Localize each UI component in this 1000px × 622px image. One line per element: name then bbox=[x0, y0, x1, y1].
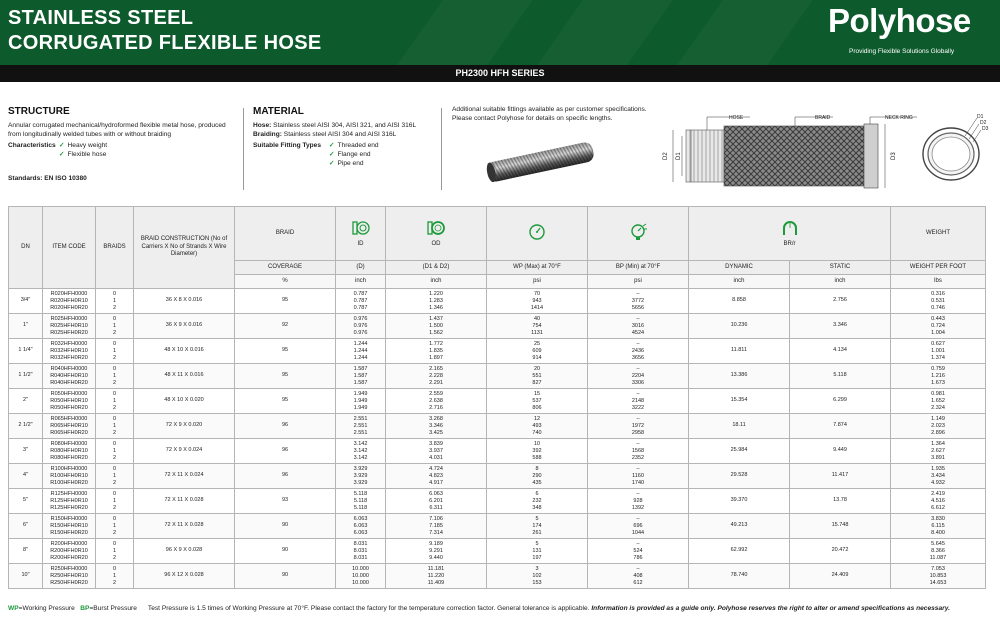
cell-weight: 1.364 2.627 3.891 bbox=[891, 439, 986, 464]
cell-coverage: 95 bbox=[235, 389, 336, 414]
material-section bbox=[253, 106, 438, 171]
cell-id: 8.031 8.031 8.031 bbox=[336, 539, 386, 564]
unit: inch bbox=[386, 275, 487, 289]
label-d2: D2 bbox=[663, 152, 669, 160]
cell-dynamic: 62.992 bbox=[689, 539, 790, 564]
col-coverage: COVERAGE bbox=[235, 261, 336, 275]
cell-od: 6.063 6.201 6.311 bbox=[386, 489, 487, 514]
cell-od: 2.165 2.228 2.291 bbox=[386, 364, 487, 389]
burst-gauge-icon bbox=[629, 223, 647, 241]
cell-coverage: 95 bbox=[235, 289, 336, 314]
cell-bp: – 2204 3306 bbox=[588, 364, 689, 389]
cell-construction: 96 X 9 X 0.028 bbox=[134, 539, 235, 564]
brand-tagline: Providing Flexible Solutions Globally bbox=[849, 48, 955, 55]
col-braid-construction: BRAID CONSTRUCTION (No of Carriers X No of Strands X Wire Diameter) bbox=[134, 207, 235, 289]
wp-def: =Working Pressure bbox=[18, 605, 75, 612]
cell-id: 2.551 2.551 2.551 bbox=[336, 414, 386, 439]
cell-od: 7.106 7.185 7.314 bbox=[386, 514, 487, 539]
cell-od: 4.724 4.823 4.917 bbox=[386, 464, 487, 489]
table-row bbox=[9, 289, 986, 314]
cell-wp: 15 537 806 bbox=[487, 389, 588, 414]
col-weight-per-foot: WEIGHT PER FOOT bbox=[891, 261, 986, 275]
table-row bbox=[9, 564, 986, 589]
cell-dn: 5" bbox=[9, 489, 43, 514]
standards: Standards: EN ISO 10380 bbox=[8, 175, 87, 182]
cell-braids: 0 1 2 bbox=[96, 289, 134, 314]
cell-construction: 36 X 9 X 0.016 bbox=[134, 314, 235, 339]
cell-bp: – 3016 4524 bbox=[588, 314, 689, 339]
cell-coverage: 90 bbox=[235, 514, 336, 539]
cell-construction: 72 X 11 X 0.028 bbox=[134, 489, 235, 514]
table-row bbox=[9, 364, 986, 389]
cell-item-code: R100HFH0000 R100HFH0R10 R100HFH0R20 bbox=[43, 464, 96, 489]
cell-id: 0.976 0.976 0.976 bbox=[336, 314, 386, 339]
label-b2: D2 bbox=[980, 120, 987, 126]
fitting-item: ✓ Flange end bbox=[329, 151, 371, 158]
table-row bbox=[9, 439, 986, 464]
cell-coverage: 92 bbox=[235, 314, 336, 339]
hose-dimension-diagram bbox=[655, 108, 993, 192]
col-id: ID bbox=[336, 207, 386, 261]
cell-od: 9.189 9.291 9.440 bbox=[386, 539, 487, 564]
cell-static: 5.118 bbox=[790, 364, 891, 389]
cell-dn: 10" bbox=[9, 564, 43, 589]
cell-static: 3.346 bbox=[790, 314, 891, 339]
col-bend-radius: BR/r bbox=[689, 207, 891, 261]
cell-od: 1.772 1.835 1.897 bbox=[386, 339, 487, 364]
cell-id: 1.244 1.244 1.244 bbox=[336, 339, 386, 364]
col-weight: WEIGHT bbox=[891, 207, 986, 261]
cell-wp: 3 102 153 bbox=[487, 564, 588, 589]
banner-stripe bbox=[397, 0, 533, 65]
cell-construction: 48 X 11 X 0.016 bbox=[134, 364, 235, 389]
table-row bbox=[9, 314, 986, 339]
cell-dn: 2 1/2" bbox=[9, 414, 43, 439]
cell-weight: 5.645 8.366 11.087 bbox=[891, 539, 986, 564]
cell-braids: 0 1 2 bbox=[96, 514, 134, 539]
cell-static: 20.472 bbox=[790, 539, 891, 564]
cell-wp: 20 551 827 bbox=[487, 364, 588, 389]
cell-id: 3.142 3.142 3.142 bbox=[336, 439, 386, 464]
cell-construction: 48 X 10 X 0.020 bbox=[134, 389, 235, 414]
cell-dynamic: 15.354 bbox=[689, 389, 790, 414]
unit: inch bbox=[790, 275, 891, 289]
cell-construction: 96 X 12 X 0.028 bbox=[134, 564, 235, 589]
pressure-gauge-icon bbox=[528, 223, 546, 241]
cell-weight: 1.149 2.023 2.896 bbox=[891, 414, 986, 439]
cell-bp: – 3772 5656 bbox=[588, 289, 689, 314]
cell-coverage: 96 bbox=[235, 464, 336, 489]
cell-item-code: R020HFH0000 R020HFH0R10 R020HFH0R20 bbox=[43, 289, 96, 314]
cell-id: 1.587 1.587 1.587 bbox=[336, 364, 386, 389]
cell-braids: 0 1 2 bbox=[96, 539, 134, 564]
id-icon bbox=[352, 219, 370, 237]
cell-weight: 2.419 4.516 6.612 bbox=[891, 489, 986, 514]
check-icon: ✓ bbox=[59, 142, 65, 149]
cell-construction: 48 X 10 X 0.016 bbox=[134, 339, 235, 364]
cell-dynamic: 78.740 bbox=[689, 564, 790, 589]
cell-dn: 3/4" bbox=[9, 289, 43, 314]
cell-weight: 7.053 10.853 14.653 bbox=[891, 564, 986, 589]
wp-abbrev: WP bbox=[8, 605, 19, 612]
banner-stripe bbox=[537, 0, 673, 65]
divider bbox=[441, 108, 442, 190]
cell-dynamic: 13.386 bbox=[689, 364, 790, 389]
unit: % bbox=[235, 275, 336, 289]
cell-braids: 0 1 2 bbox=[96, 364, 134, 389]
cell-dn: 4" bbox=[9, 464, 43, 489]
bend-radius-icon bbox=[781, 219, 799, 237]
footer-disclaimer: Information is provided as a guide only. Polyhose reserves the right to alter or amend specifications as necessary. bbox=[591, 605, 950, 612]
table-row bbox=[9, 464, 986, 489]
unit: lbs bbox=[891, 275, 986, 289]
spec-table bbox=[8, 206, 986, 589]
cell-item-code: R025HFH0000 R025HFH0R10 R025HFH0R20 bbox=[43, 314, 96, 339]
series-bar: PH2300 HFH SERIES bbox=[0, 65, 1000, 82]
label-neck-ring: NECK RING bbox=[885, 115, 913, 121]
cell-braids: 0 1 2 bbox=[96, 464, 134, 489]
cell-item-code: R065HFH0000 R065HFH0R10 R065HFH0R20 bbox=[43, 414, 96, 439]
cell-dn: 8" bbox=[9, 539, 43, 564]
label-b3: D3 bbox=[982, 126, 989, 132]
cell-weight: 0.316 0.531 0.746 bbox=[891, 289, 986, 314]
cell-bp: – 928 1392 bbox=[588, 489, 689, 514]
cell-coverage: 96 bbox=[235, 439, 336, 464]
cell-wp: 5 174 261 bbox=[487, 514, 588, 539]
cell-item-code: R125HFH0000 R125HFH0R10 R125HFH0R20 bbox=[43, 489, 96, 514]
cell-dynamic: 39.370 bbox=[689, 489, 790, 514]
cell-static: 2.756 bbox=[790, 289, 891, 314]
cell-item-code: R050HFH0000 R050HFH0R10 R050HFH0R20 bbox=[43, 389, 96, 414]
label-braid: BRAID bbox=[815, 115, 831, 121]
bp-abbrev: BP bbox=[80, 605, 90, 612]
cell-static: 11.417 bbox=[790, 464, 891, 489]
cell-od: 11.181 11.220 11.409 bbox=[386, 564, 487, 589]
cell-coverage: 90 bbox=[235, 539, 336, 564]
fitting-label: Suitable Fitting Types bbox=[253, 142, 322, 149]
characteristics-label: Characteristics bbox=[8, 142, 56, 149]
cell-weight: 1.935 3.434 4.932 bbox=[891, 464, 986, 489]
cell-id: 10.000 10.000 10.000 bbox=[336, 564, 386, 589]
cell-static: 4.134 bbox=[790, 339, 891, 364]
cell-od: 3.268 3.346 3.425 bbox=[386, 414, 487, 439]
cell-construction: 72 X 11 X 0.024 bbox=[134, 464, 235, 489]
cell-item-code: R200HFH0000 R200HFH0R10 R200HFH0R20 bbox=[43, 539, 96, 564]
cell-construction: 36 X 8 X 0.016 bbox=[134, 289, 235, 314]
cell-od: 1.437 1.500 1.562 bbox=[386, 314, 487, 339]
unit: inch bbox=[336, 275, 386, 289]
cell-weight: 0.759 1.216 1.673 bbox=[891, 364, 986, 389]
cell-od: 2.559 2.638 2.716 bbox=[386, 389, 487, 414]
cell-static: 6.299 bbox=[790, 389, 891, 414]
cell-dynamic: 18.11 bbox=[689, 414, 790, 439]
table-row bbox=[9, 489, 986, 514]
cell-braids: 0 1 2 bbox=[96, 414, 134, 439]
cell-dn: 2" bbox=[9, 389, 43, 414]
cell-wp: 12 493 740 bbox=[487, 414, 588, 439]
check-icon: ✓ bbox=[329, 142, 335, 149]
footer-text: Test Pressure is 1.5 times of Working Pressure at 70°F. Please contact the factory for the temperature correction factor. General tolerance is applicable. bbox=[147, 605, 590, 612]
cell-item-code: R150HFH0000 R150HFH0R10 R150HFH0R20 bbox=[43, 514, 96, 539]
col-bp: BP (Min) at 70°F bbox=[588, 261, 689, 275]
cell-coverage: 93 bbox=[235, 489, 336, 514]
cell-dynamic: 8.858 bbox=[689, 289, 790, 314]
cell-weight: 0.627 1.001 1.374 bbox=[891, 339, 986, 364]
od-icon bbox=[427, 219, 445, 237]
cell-wp: 70 943 1414 bbox=[487, 289, 588, 314]
cell-bp: – 2436 3656 bbox=[588, 339, 689, 364]
material-braiding: Braiding: Stainless steel AISI 304 and AISI 316L bbox=[253, 131, 397, 138]
table-row bbox=[9, 339, 986, 364]
cell-braids: 0 1 2 bbox=[96, 439, 134, 464]
table-row bbox=[9, 389, 986, 414]
cell-wp: 6 232 348 bbox=[487, 489, 588, 514]
cell-bp: – 1972 2958 bbox=[588, 414, 689, 439]
structure-text: Annular corrugated mechanical/hydroformed flexible metal hose, produced from longitudinally welded tubes with or without braiding bbox=[8, 122, 226, 138]
characteristic-item: ✓ Heavy weight bbox=[59, 142, 108, 149]
fitting-item: ✓ Threaded end bbox=[329, 142, 379, 149]
cell-od: 1.220 1.283 1.346 bbox=[386, 289, 487, 314]
cell-braids: 0 1 2 bbox=[96, 489, 134, 514]
cell-static: 7.874 bbox=[790, 414, 891, 439]
cell-item-code: R040HFH0000 R040HFH0R10 R040HFH0R20 bbox=[43, 364, 96, 389]
cell-coverage: 90 bbox=[235, 564, 336, 589]
structure-heading: STRUCTURE bbox=[8, 106, 70, 117]
cell-dynamic: 29.528 bbox=[689, 464, 790, 489]
cell-static: 13.78 bbox=[790, 489, 891, 514]
cell-bp: – 1568 2352 bbox=[588, 439, 689, 464]
col-braid: BRAID bbox=[235, 207, 336, 261]
unit: inch bbox=[689, 275, 790, 289]
cell-id: 1.949 1.949 1.949 bbox=[336, 389, 386, 414]
cell-static: 9.449 bbox=[790, 439, 891, 464]
cell-construction: 72 X 9 X 0.024 bbox=[134, 439, 235, 464]
cell-bp: – 524 786 bbox=[588, 539, 689, 564]
unit: psi bbox=[588, 275, 689, 289]
cell-static: 24.409 bbox=[790, 564, 891, 589]
label-d1: D1 bbox=[676, 152, 682, 160]
characteristic-item: ✓ Flexible hose bbox=[59, 151, 107, 158]
cell-construction: 72 X 9 X 0.020 bbox=[134, 414, 235, 439]
cell-dynamic: 10.236 bbox=[689, 314, 790, 339]
cell-dn: 3" bbox=[9, 439, 43, 464]
unit: psi bbox=[487, 275, 588, 289]
col-id-d: (D) bbox=[336, 261, 386, 275]
cell-construction: 72 X 11 X 0.028 bbox=[134, 514, 235, 539]
cell-dynamic: 49.213 bbox=[689, 514, 790, 539]
cell-bp: – 696 1044 bbox=[588, 514, 689, 539]
col-wp-icon bbox=[487, 207, 588, 261]
cell-coverage: 96 bbox=[235, 414, 336, 439]
label-hose: HOSE bbox=[729, 115, 744, 121]
cell-dn: 6" bbox=[9, 514, 43, 539]
cell-id: 6.063 6.063 6.063 bbox=[336, 514, 386, 539]
cell-dynamic: 25.984 bbox=[689, 439, 790, 464]
cell-coverage: 95 bbox=[235, 364, 336, 389]
footer-notes bbox=[8, 605, 998, 612]
title-line-2: CORRUGATED FLEXIBLE HOSE bbox=[8, 32, 322, 54]
cell-weight: 3.830 6.115 8.400 bbox=[891, 514, 986, 539]
brand-logo: Polyhose bbox=[828, 2, 971, 39]
cell-bp: – 408 612 bbox=[588, 564, 689, 589]
check-icon: ✓ bbox=[59, 151, 65, 158]
check-icon: ✓ bbox=[329, 151, 335, 158]
fitting-item: ✓ Pipe end bbox=[329, 160, 364, 167]
col-od: OD bbox=[386, 207, 487, 261]
col-dn: DN bbox=[9, 207, 43, 289]
structure-section bbox=[8, 106, 238, 183]
title-line-1: STAINLESS STEEL bbox=[8, 7, 194, 29]
cell-braids: 0 1 2 bbox=[96, 564, 134, 589]
cell-id: 3.929 3.929 3.929 bbox=[336, 464, 386, 489]
cell-braids: 0 1 2 bbox=[96, 389, 134, 414]
divider bbox=[243, 108, 244, 190]
cell-bp: – 2148 3222 bbox=[588, 389, 689, 414]
cell-bp: – 1160 1740 bbox=[588, 464, 689, 489]
col-static: STATIC bbox=[790, 261, 891, 275]
material-hose: Hose: Stainless steel AISI 304, AISI 321, and AISI 316L bbox=[253, 122, 417, 129]
header-banner bbox=[0, 0, 1000, 65]
bp-def: =Burst Pressure bbox=[89, 605, 137, 612]
cell-dynamic: 11.811 bbox=[689, 339, 790, 364]
cell-wp: 8 290 435 bbox=[487, 464, 588, 489]
cell-item-code: R250HFH0000 R250HFH0R10 R250HFH0R20 bbox=[43, 564, 96, 589]
cell-coverage: 95 bbox=[235, 339, 336, 364]
cell-wp: 10 392 588 bbox=[487, 439, 588, 464]
cell-wp: 5 131 197 bbox=[487, 539, 588, 564]
label-d3: D3 bbox=[891, 152, 897, 160]
cell-dn: 1 1/2" bbox=[9, 364, 43, 389]
cell-dn: 1" bbox=[9, 314, 43, 339]
cell-dn: 1 1/4" bbox=[9, 339, 43, 364]
cell-id: 0.787 0.787 0.787 bbox=[336, 289, 386, 314]
cell-static: 15.748 bbox=[790, 514, 891, 539]
hose-photo bbox=[482, 140, 598, 182]
table-row bbox=[9, 539, 986, 564]
cell-od: 3.839 3.937 4.031 bbox=[386, 439, 487, 464]
col-wp: WP (Max) at 70°F bbox=[487, 261, 588, 275]
cell-weight: 0.443 0.724 1.004 bbox=[891, 314, 986, 339]
material-heading: MATERIAL bbox=[253, 106, 304, 117]
col-dynamic: DYNAMIC bbox=[689, 261, 790, 275]
cell-wp: 40 754 1131 bbox=[487, 314, 588, 339]
check-icon: ✓ bbox=[329, 160, 335, 167]
cell-id: 5.118 5.118 5.118 bbox=[336, 489, 386, 514]
banner-stripe bbox=[677, 0, 813, 65]
col-item-code: ITEM CODE bbox=[43, 207, 96, 289]
cell-wp: 25 609 914 bbox=[487, 339, 588, 364]
cell-weight: 0.981 1.652 2.324 bbox=[891, 389, 986, 414]
table-row bbox=[9, 514, 986, 539]
cell-braids: 0 1 2 bbox=[96, 314, 134, 339]
table-row bbox=[9, 414, 986, 439]
cell-item-code: R032HFH0000 R032HFH0R10 R032HFH0R20 bbox=[43, 339, 96, 364]
note-line-2: Please contact Polyhose for details on specific lengths. bbox=[452, 115, 613, 122]
col-bp-icon bbox=[588, 207, 689, 261]
note-line-1: Additional suitable fittings available as per customer specifications. bbox=[452, 106, 647, 113]
cell-braids: 0 1 2 bbox=[96, 339, 134, 364]
col-od-d: (D1 & D2) bbox=[386, 261, 487, 275]
cell-item-code: R080HFH0000 R080HFH0R10 R080HFH0R20 bbox=[43, 439, 96, 464]
label-b1: D1 bbox=[977, 114, 984, 120]
col-braids: BRAIDS bbox=[96, 207, 134, 289]
